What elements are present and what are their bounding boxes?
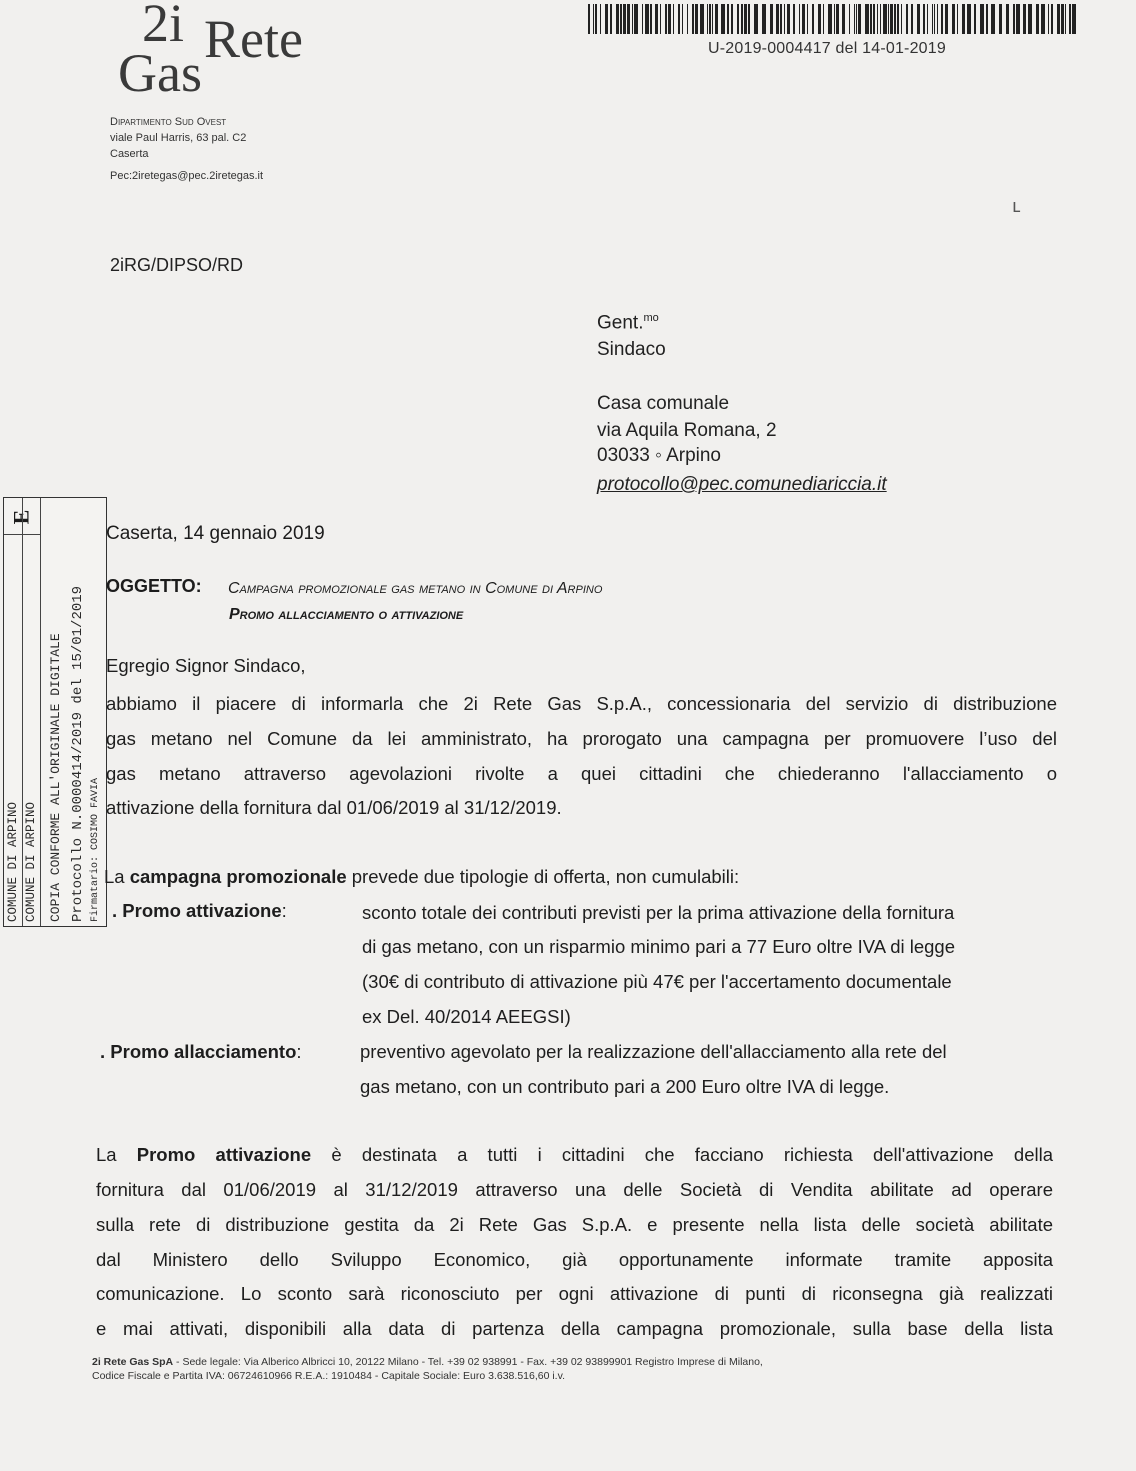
para1-line4: attivazione della fornitura dal 01/06/2019 al 31/12/2019. <box>106 797 562 818</box>
item2-line1: preventivo agevolato per la realizzazione dell'allacciamento alla rete del <box>360 1041 947 1062</box>
handwritten-mark: ւ <box>1012 196 1020 217</box>
subject-line-1: Campagna promozionale gas metano in Comune di Arpino <box>228 580 603 597</box>
subject-label: OGGETTO: <box>106 576 202 596</box>
item1-line3: (30€ di contributo di attivazione più 47€ per l'accertamento documentale <box>362 971 952 992</box>
department: Dipartimento Sud Ovest <box>110 116 227 128</box>
para3-line4: dal Ministero dello Sviluppo Economico, già opportunamente informate tramite apposita <box>96 1249 1053 1270</box>
sender-street: viale Paul Harris, 63 pal. C2 <box>110 132 247 144</box>
reference-code: 2iRG/DIPSO/RD <box>110 255 244 275</box>
logo-gas: Gas <box>118 43 202 103</box>
item2-line2: gas metano, con un contributo pari a 200 Euro oltre IVA di legge. <box>360 1076 890 1097</box>
stamp-line-4: Protocollo N.0000414/2019 del 15/01/2019 <box>70 585 86 922</box>
recipient-street: via Aquila Romana, 2 <box>597 420 777 441</box>
recipient-salutation: Gent.$^{mo}$ <box>597 312 659 334</box>
stamp-line-2: COMUNE DI ARPINO <box>24 801 38 922</box>
footer-line-2: Codice Fiscale e Partita IVA: 06724610966 R.E.A.: 1910484 - Capitale Sociale: Euro 3.638.516,60 i.v. <box>92 1370 565 1382</box>
para3-line3: sulla rete di distribuzione gestita da 2i Rete Gas S.p.A. e presente nella lista delle società abilitate <box>96 1214 1053 1235</box>
footer-line-1: 2i Rete Gas SpA - Sede legale: Via Alberico Albricci 10, 20122 Milano - Tel. +39 02 938991 - Fax. +39 02 93899901 Registro Imprese di Milano, <box>92 1356 763 1368</box>
stamp-letter: E <box>8 509 34 525</box>
sender-city: Caserta <box>110 148 149 160</box>
sender-address <box>110 114 246 162</box>
legal-footer <box>92 1355 763 1383</box>
recipient-place: Casa comunale <box>597 393 730 414</box>
para3-line2: fornitura dal 01/06/2019 al 31/12/2019 attraverso una delle Società di Vendita abilitate ad operare <box>96 1179 1053 1200</box>
para3-line6: e mai attivati, disponibili alla data di partenza della campagna promozionale, sulla base della lista <box>96 1318 1053 1339</box>
item2-label: . Promo allacciamento: <box>100 1041 302 1062</box>
barcode <box>588 4 1080 34</box>
stamp-line-1: COMUNE DI ARPINO <box>6 801 20 922</box>
para3-line5: comunicazione. Lo sconto sarà riconosciuto per ogni attivazione di punti di riconsegna già realizzati <box>96 1283 1053 1304</box>
para3-line1: La Promo attivazione è destinata a tutti i cittadini che facciano richiesta dell'attivazione della <box>96 1144 1053 1165</box>
greeting: Egregio Signor Sindaco, <box>106 655 306 676</box>
subject-line-2: Promo allacciamento o attivazione <box>229 606 464 623</box>
date-line: Caserta, 14 gennaio 2019 <box>106 523 325 544</box>
para1-line3: gas metano attraverso agevolazioni rivolte a quei cittadini che chiederanno l'allacciamento o <box>106 763 1057 784</box>
stamp-line-3: COPIA CONFORME ALL'ORIGINALE DIGITALE <box>48 633 63 922</box>
item1-line2: di gas metano, con un risparmio minimo pari a 77 Euro oltre IVA di legge <box>362 936 955 957</box>
para1-line1: abbiamo il piacere di informarla che 2i Rete Gas S.p.A., concessionaria del servizio di distribuzione <box>106 693 1057 714</box>
logo-two: 2i <box>142 0 185 53</box>
company-logo <box>118 2 358 102</box>
recipient-city: 03033 ◦ Arpino <box>597 445 722 466</box>
recipient-pec-link[interactable]: protocollo@pec.comunediariccia.it <box>597 474 887 495</box>
stamp-line-5: Firmatario: COSIMO FAVIA <box>90 777 101 922</box>
protocol-side-stamp <box>3 497 107 927</box>
recipient-title: Sindaco <box>597 339 666 360</box>
item1-label: . Promo attivazione: <box>112 900 287 921</box>
para2: La campagna promozionale prevede due tipologie di offerta, non cumulabili: <box>104 866 740 887</box>
sender-pec: Pec:2iretegas@pec.2iretegas.it <box>110 170 264 182</box>
protocol-number: U-2019-0004417 del 14-01-2019 <box>708 40 946 57</box>
item1-line4: ex Del. 40/2014 AEEGSI) <box>362 1006 571 1027</box>
para1-line2: gas metano nel Comune da lei amministrato, ha prorogato una campagna per promuovere l’uso del <box>106 728 1057 749</box>
logo-rete: Rete <box>204 9 303 69</box>
item1-line1: sconto totale dei contributi previsti per la prima attivazione della fornitura <box>362 902 955 923</box>
